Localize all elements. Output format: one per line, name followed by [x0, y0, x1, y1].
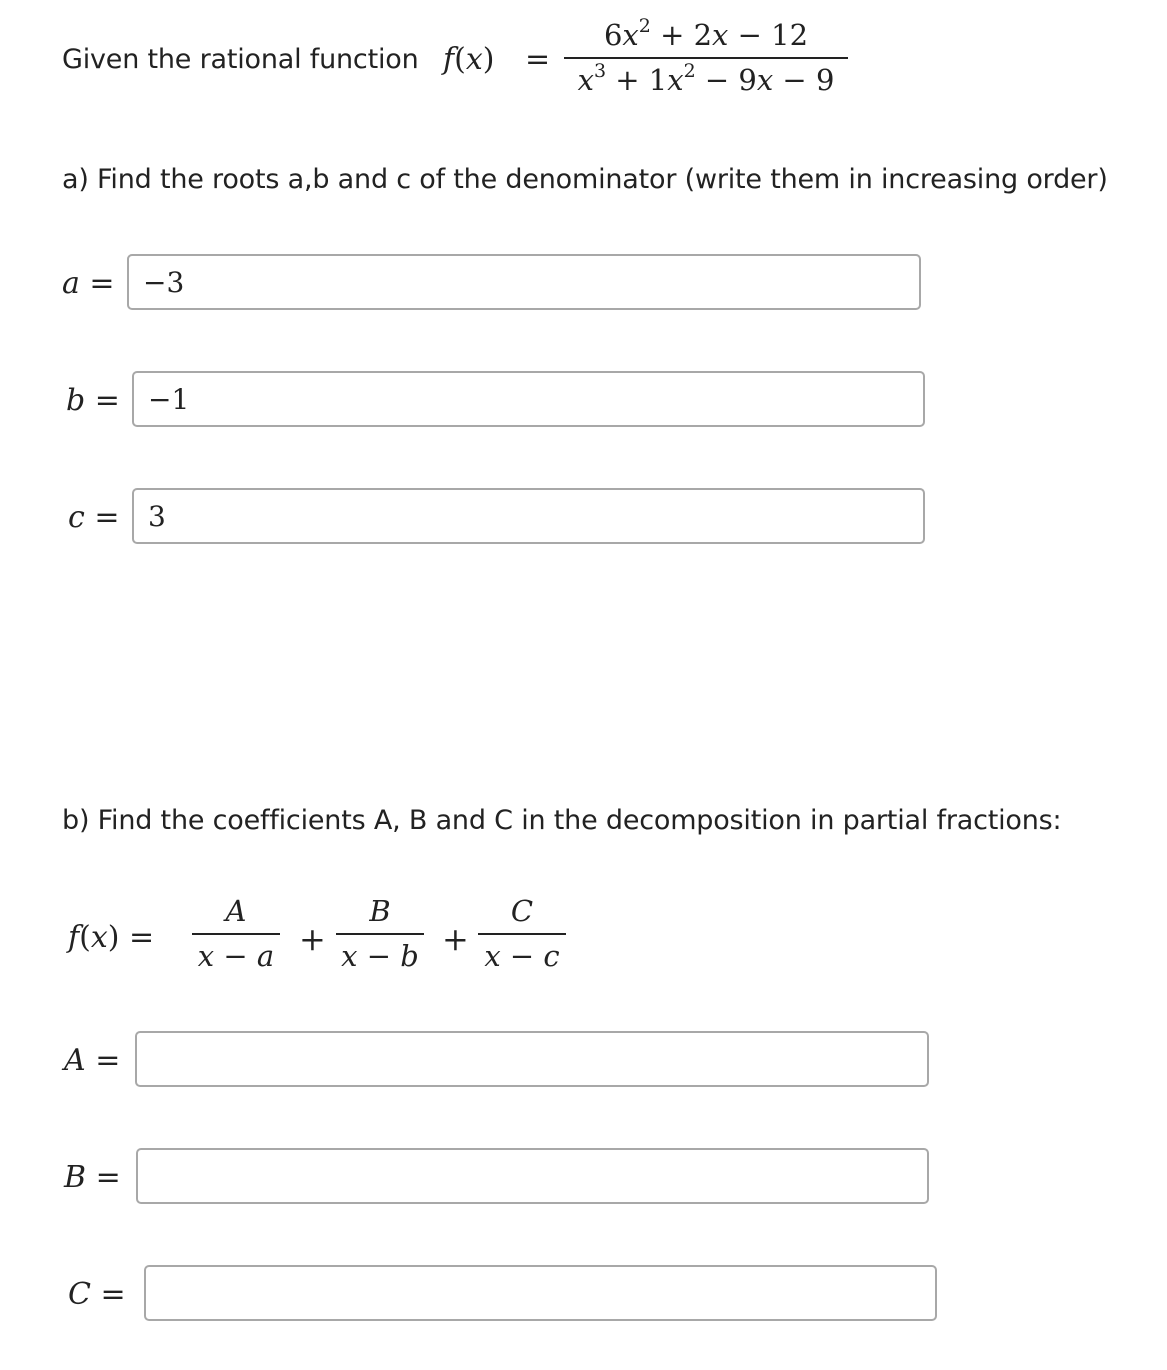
root-b-label: b = — [66, 383, 120, 418]
root-c-label: c = — [68, 500, 120, 535]
fraction-numerator: $6x^2 + 2x - 12$ — [603, 15, 809, 52]
coef-C-input[interactable] — [146, 1267, 935, 1319]
partial-fraction-b-bar — [336, 933, 424, 935]
partial-fraction-c-numerator: C — [510, 894, 534, 928]
root-a-input[interactable] — [129, 256, 919, 308]
partial-fraction-b-denominator: x − b — [341, 938, 419, 973]
rational-function-fraction — [564, 15, 848, 97]
coef-C-label: C = — [68, 1277, 126, 1312]
partial-fraction-a-bar — [192, 933, 280, 935]
root-c-input[interactable] — [134, 490, 923, 542]
coef-C-field[interactable] — [144, 1265, 937, 1321]
coef-A-label: A = — [64, 1043, 121, 1078]
coef-B-field[interactable] — [136, 1148, 929, 1204]
partial-fraction-c-bar — [478, 933, 566, 935]
intro-text: Given the rational function — [62, 44, 419, 75]
partial-fraction-c — [478, 894, 566, 973]
plus-sign-2: + — [442, 920, 469, 958]
part-a-prompt: a) Find the roots a,b and c of the denominator (write them in increasing order) — [62, 164, 1108, 195]
root-a-field[interactable] — [127, 254, 921, 310]
coef-A-field[interactable] — [135, 1031, 929, 1087]
root-c-field[interactable] — [132, 488, 925, 544]
intro-equals: = — [525, 42, 551, 77]
decomposition-lhs: f(x) = — [68, 920, 155, 955]
coef-A-input[interactable] — [137, 1033, 927, 1085]
root-a-label: a = — [62, 266, 115, 301]
plus-sign-1: + — [299, 920, 326, 958]
root-b-input[interactable] — [134, 373, 923, 425]
partial-fraction-a-numerator: A — [225, 894, 247, 928]
coef-B-input[interactable] — [138, 1150, 927, 1202]
root-b-field[interactable] — [132, 371, 925, 427]
coef-B-label: B = — [64, 1160, 121, 1195]
partial-fraction-b-numerator: B — [369, 894, 391, 928]
intro-fx: f(x) — [443, 42, 495, 77]
part-b-prompt: b) Find the coefficients A, B and C in the decomposition in partial fractions: — [62, 805, 1062, 836]
fraction-denominator: $x^3 + 1x^2 - 9x - 9$ — [577, 59, 835, 97]
partial-fraction-a — [192, 894, 280, 973]
partial-fraction-b — [336, 894, 424, 973]
fraction-bar — [564, 57, 848, 59]
partial-fraction-a-denominator: x − a — [197, 938, 275, 973]
partial-fraction-c-denominator: x − c — [484, 938, 560, 973]
